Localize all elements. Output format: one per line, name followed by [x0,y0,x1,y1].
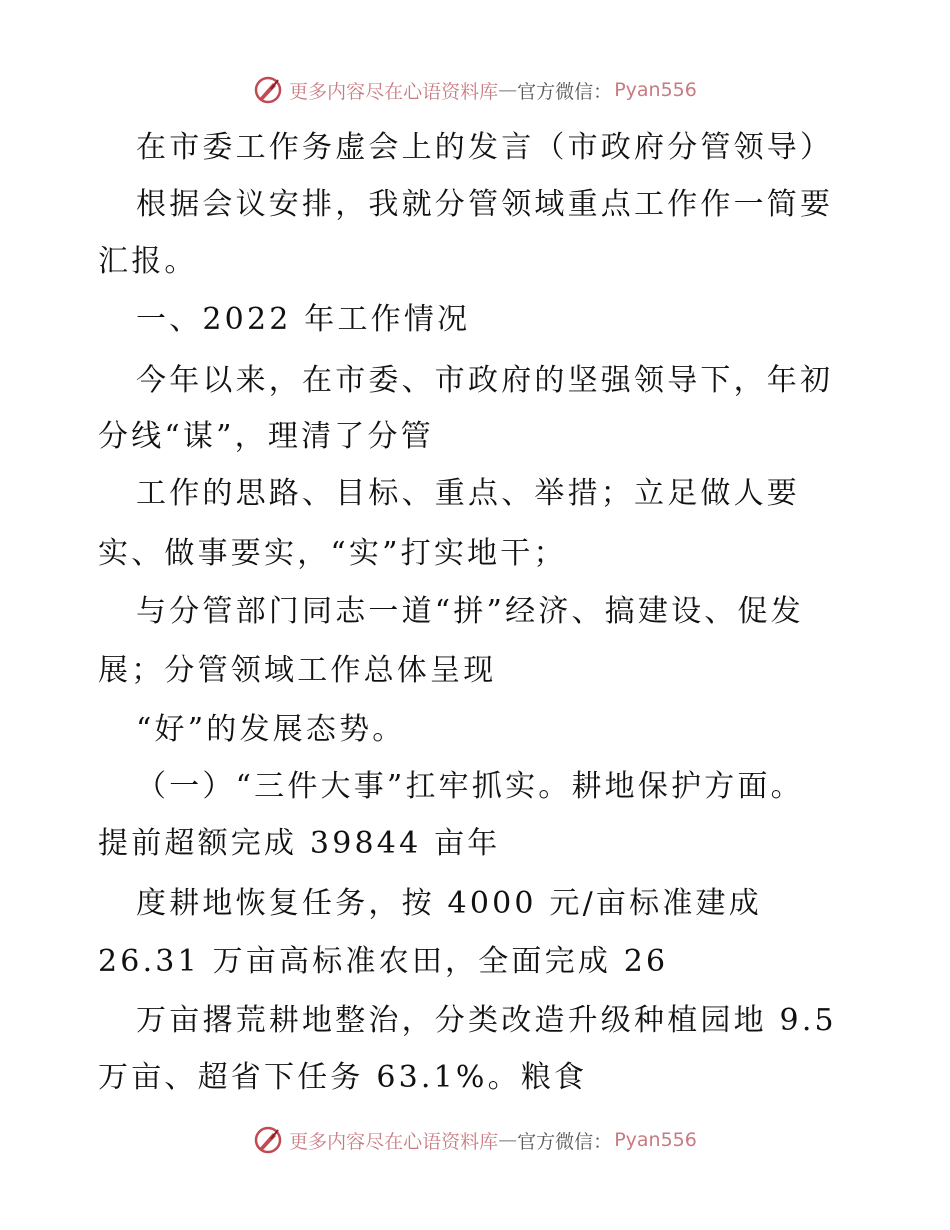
quill-logo-icon [253,1125,283,1155]
watermark-wechat-id: Pyan556 [614,79,697,101]
paragraph-line: 工作的思路、目标、重点、举措；立足做人要 [136,476,800,511]
paragraph-line: 提前超额完成 39844 亩年 [98,826,501,861]
paragraph-line: 万亩撂荒耕地整治，分类改造升级种植园地 9.5 [136,1003,837,1038]
paragraph-line: 汇报。 [98,244,198,279]
watermark-official-label: 官方微信： [517,80,613,103]
paragraph-line: 根据会议安排，我就分管领域重点工作作一简要 [136,187,834,222]
paragraph-line: 万亩、超省下任务 63.1%。粮食 [98,1060,588,1095]
watermark-official-label: 官方微信： [517,1130,613,1153]
paragraph-line: 展；分管领域工作总体呈现 [98,653,497,688]
watermark-separator: — [498,1129,518,1151]
watermark-header [0,70,950,110]
quill-logo-icon [253,75,283,105]
paragraph-line: 今年以来，在市委、市政府的坚强领导下，年初 [136,363,834,398]
paragraph-line: 与分管部门同志一道“拼”经济、搞建设、促发 [136,594,804,629]
paragraph-line: 26.31 万亩高标准农田，全面完成 26 [98,944,669,979]
paragraph-line: 度耕地恢复任务，按 4000 元/亩标准建成 [136,886,762,921]
watermark-wechat-id: Pyan556 [614,1129,697,1151]
watermark-site-text: 更多内容尽在心语资料库 [289,80,499,103]
watermark-separator: — [498,79,518,101]
watermark-site-text: 更多内容尽在心语资料库 [289,1130,499,1153]
section-heading: 一、2022 年工作情况 [136,302,471,337]
paragraph-line: “好”的发展态势。 [136,712,406,747]
paragraph-line: 分线“谋”，理清了分管 [98,419,434,454]
paragraph-line: （一）“三件大事”扛牢抓实。耕地保护方面。 [136,769,804,804]
document-title: 在市委工作务虚会上的发言（市政府分管领导） [136,130,834,165]
paragraph-line: 实、做事要实，“实”打实地干； [98,536,567,571]
watermark-footer [0,1120,950,1160]
